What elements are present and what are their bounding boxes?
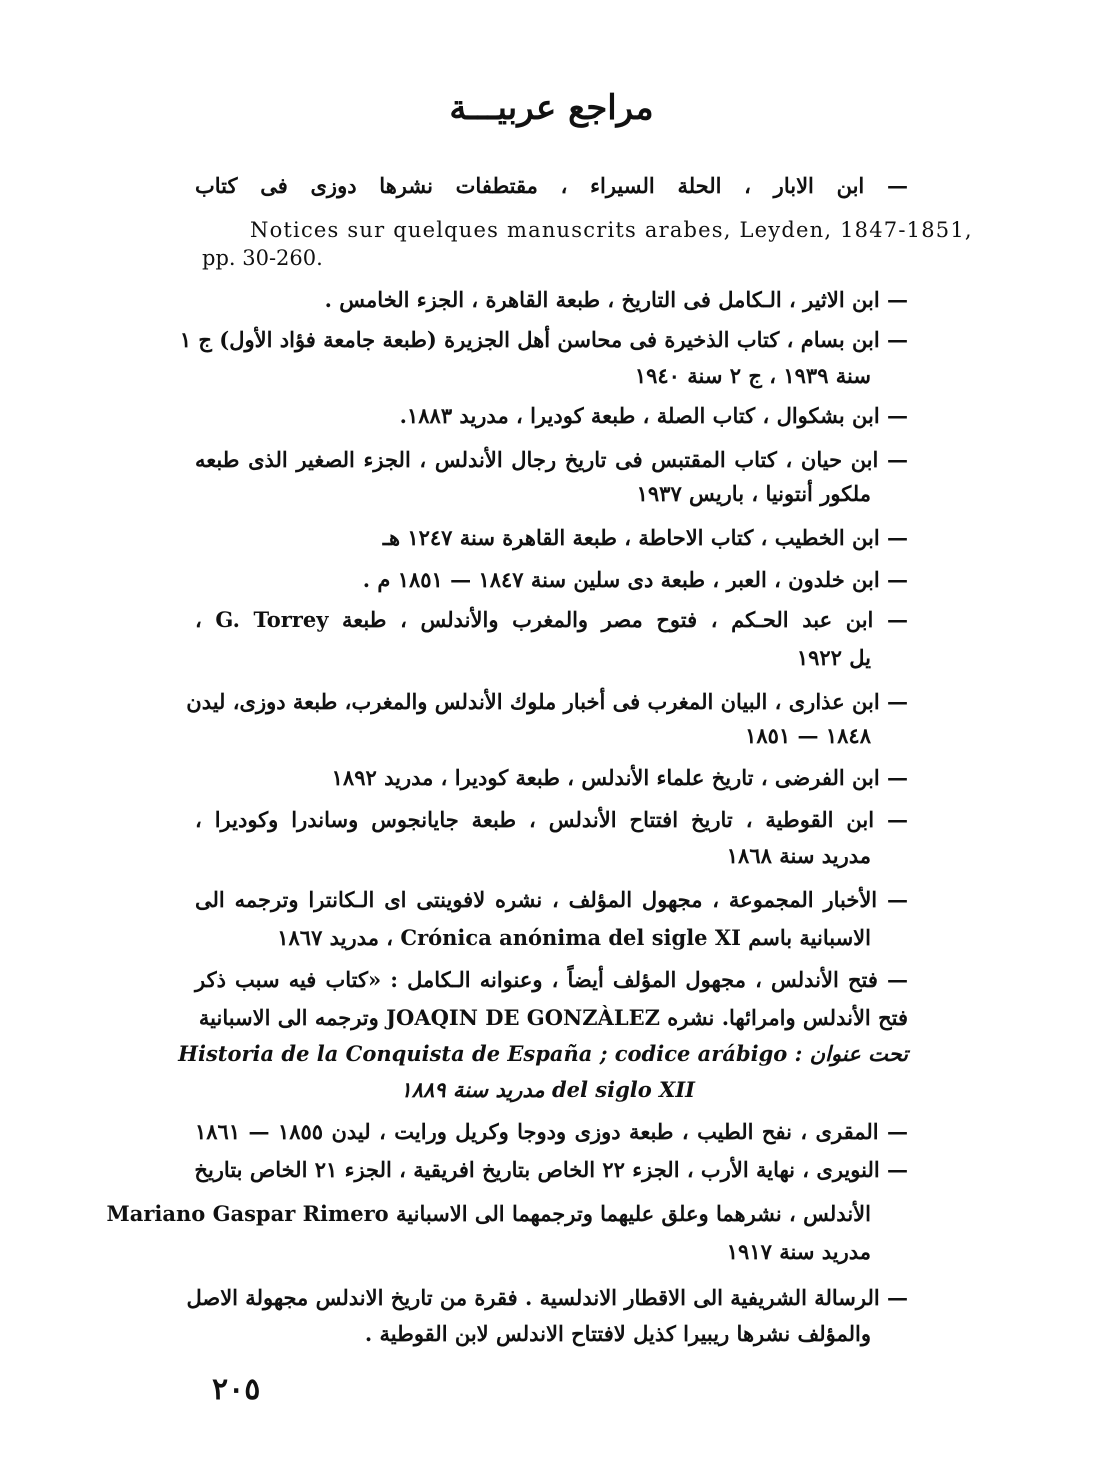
reference-line: — المقرى ، نفح الطيب ، طبعة دوزى ودوجا وكريل ورايت ، ليدن ١٨٥٥ — ١٨٦١ (195, 1119, 908, 1144)
reference-line: — الرسالة الشريفية الى الاقطار الاندلسية . فقرة من تاريخ الاندلس مجهولة الاصل (186, 1285, 908, 1310)
reference-line: فتح الأندلس وامرائها. نشره JOAQIN DE GONZÀLEZ وترجمه الى الاسبانية (198, 1005, 908, 1030)
reference-line: — ابن عذارى ، البيان المغرب فى أخبار ملوك الأندلس والمغرب، طبعة دوزى، ليدن (186, 689, 908, 714)
reference-line: — ابن الاثير ، الـكامل فى التاريخ ، طبعة القاهرة ، الجزء الخامس . (324, 287, 908, 312)
reference-line: — ابن بسام ، كتاب الذخيرة فى محاسن أهل الجزيرة (طبعة جامعة فؤاد الأول) ج ١ (179, 327, 908, 352)
reference-line: مدريد سنة ١٨٦٨ (726, 843, 871, 868)
reference-line: الأندلس ، نشرهما وعلق عليهما وترجمهما الى الاسبانية Mariano Gaspar Rimero (106, 1201, 871, 1226)
reference-line: — ابن خلدون ، العبر ، طبعة دى سلين سنة ١٨٤٧ — ١٨٥١ م . (362, 567, 908, 592)
reference-line: سنة ١٩٣٩ ، ج ٢ سنة ١٩٤٠ (634, 363, 871, 388)
reference-line: — ابن الابار ، الحلة السيراء ، مقتطفات نشرها دوزى فى كتاب (195, 173, 908, 198)
reference-line: del siglo XII مدريد سنة ١٨٨٩ (400, 1077, 695, 1102)
page-number: ٢٠٥ (212, 1372, 261, 1407)
reference-line: تحت عنوان : Historia de la Conquista de España ; codice arábigo (178, 1041, 908, 1066)
reference-line: والمؤلف نشرها ريبيرا كذيل لافتتاح الاندلس لابن القوطية . (364, 1321, 871, 1346)
reference-line: ملكور أنتونيا ، باريس ١٩٣٧ (636, 481, 871, 506)
reference-line: — فتح الأندلس ، مجهول المؤلف أيضاً ، وعنوانه الـكامل : «كتاب فيه سبب ذكر (195, 967, 908, 992)
reference-line: مدريد سنة ١٩١٧ (726, 1239, 871, 1264)
reference-line: — ابن الفرضى ، تاريخ علماء الأندلس ، طبعة كوديرا ، مدريد ١٨٩٢ (331, 765, 908, 790)
reference-line: — النويرى ، نهاية الأرب ، الجزء ٢٢ الخاص بتاريخ افريقية ، الجزء ٢١ الخاص بتاريخ (194, 1157, 908, 1182)
reference-line: — ابن القوطية ، تاريخ افتتاح الأندلس ، طبعة جايانجوس وساندرا وكوديرا ، (195, 807, 908, 832)
reference-line: — ابن بشكوال ، كتاب الصلة ، طبعة كوديرا ، مدريد ١٨٨٣. (399, 403, 908, 428)
page-title: مراجع عربيـــة (449, 88, 654, 128)
reference-line: — الأخبار المجموعة ، مجهول المؤلف ، نشره لافوينتى اى الـكانترا وترجمه الى (195, 887, 908, 912)
reference-line-latin: pp. 30-260. (202, 246, 323, 270)
reference-line: — ابن الخطيب ، كتاب الاحاطة ، طبعة القاهرة سنة ١٢٤٧ هـ (382, 525, 908, 550)
reference-line: — ابن حيان ، كتاب المقتبس فى تاريخ رجال الأندلس ، الجزء الصغير الذى طبعه (195, 447, 908, 472)
reference-line: يل ١٩٢٢ (796, 645, 871, 670)
reference-line-latin: Notices sur quelques manuscrits arabes, Leyden, 1847-1851, (250, 218, 973, 242)
reference-line: الاسبانية باسم Crónica anónima del sigle XI ، مدريد ١٨٦٧ (277, 925, 871, 950)
reference-line: ١٨٤٨ — ١٨٥١ (745, 723, 871, 748)
reference-line: — ابن عبد الحـكم ، فتوح مصر والمغرب والأندلس ، طبعة G. Torrey ، (195, 607, 908, 632)
